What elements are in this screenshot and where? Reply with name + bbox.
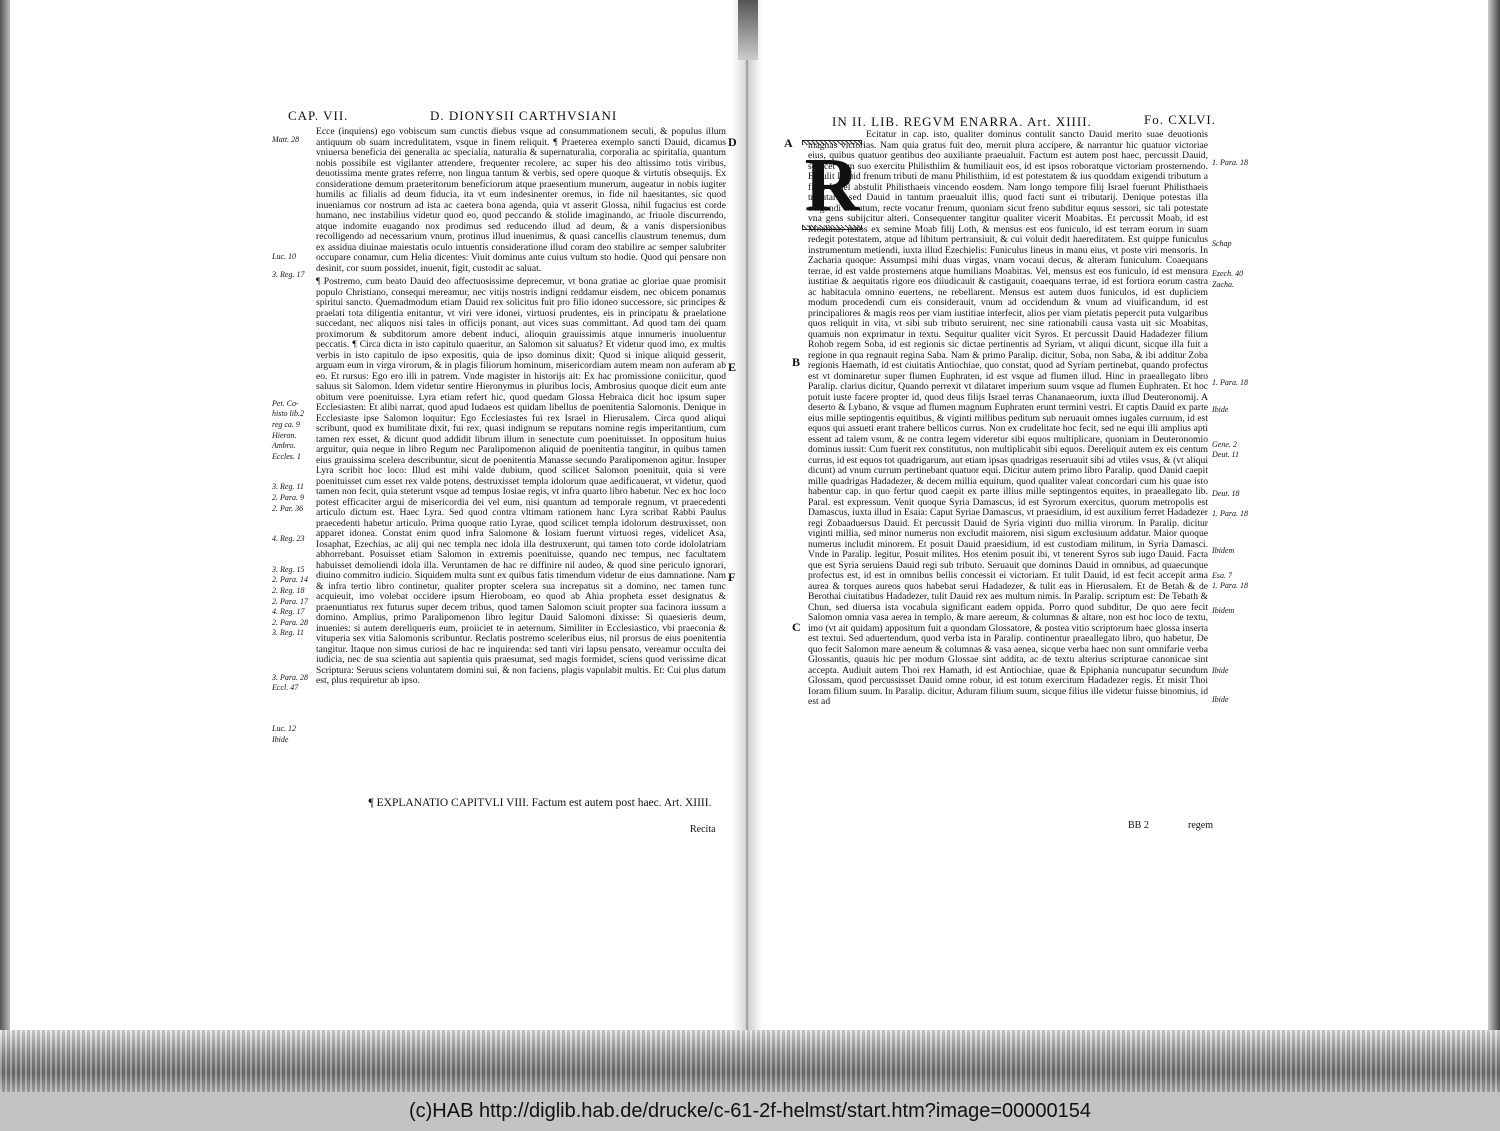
margin-note: Zacha. xyxy=(1212,279,1234,289)
running-title: D. DIONYSII CARTHVSIANI xyxy=(430,108,618,123)
margin-note: Ibidem xyxy=(1212,545,1235,555)
right-body-text xyxy=(808,130,1208,820)
margin-note: 2. Para. 28 xyxy=(272,617,308,627)
margin-note: 2. Para. 17 xyxy=(272,596,308,606)
margin-note: Deut. 11 xyxy=(1212,450,1239,460)
margin-note: Ezech. 40 xyxy=(1212,269,1244,279)
margin-note: 3. Reg. 17 xyxy=(272,270,305,280)
folio-number: Fo. CXLVI. xyxy=(1144,112,1217,127)
margin-note: histo lib.2 xyxy=(272,409,305,419)
margin-note: Eccles. 1 xyxy=(272,451,301,461)
margin-note: Ibidem xyxy=(1212,605,1235,615)
margin-note: Pet. Co- xyxy=(272,398,299,408)
book-gutter xyxy=(732,0,762,1035)
footer-bar xyxy=(0,1092,1500,1131)
margin-note: Ibide xyxy=(1212,666,1229,676)
margin-note: 1. Para. 18 xyxy=(1212,158,1248,167)
margin-note: 3. Reg. 15 xyxy=(272,564,305,574)
signature-mark: BB 2 xyxy=(1128,820,1149,831)
margin-note: Gene. 2 xyxy=(1212,439,1237,449)
margin-note: reg ca. 9 xyxy=(272,419,300,429)
margin-note: Eccl. 47 xyxy=(272,683,299,693)
catchword: Recita xyxy=(690,824,716,835)
section-letter-c: C xyxy=(792,620,801,634)
margin-note: 4. Reg. 23 xyxy=(272,534,305,544)
catchword: regem xyxy=(1188,820,1213,831)
left-body-text xyxy=(316,127,726,792)
margin-note: Esa. 7 xyxy=(1212,570,1232,580)
scan-left-edge xyxy=(0,0,10,1090)
margin-note: Luc. 10 xyxy=(272,251,296,261)
left-margin-notes xyxy=(272,135,322,745)
margin-note: Schap xyxy=(1212,238,1232,248)
footer-copyright-url: (c)HAB http://diglib.hab.de/drucke/c-61-2f-helmst/start.htm?image=00000154 xyxy=(408,1100,1092,1122)
margin-note: Luc. 12 xyxy=(272,724,296,734)
body-paragraph: ¶ Postremo, cum beato Dauid deo affectuosissime deprecemur, vt bona gratiae ac gloriae quae promisit populo Christiano, consequi mereamur, nec vitijs nostris indigni reddamur eisdem, nec obicem ponamus spiritui sancto. Quemadmodum etiam Dauid rex solicitus fuit pro filio idoneo successore, sic principes & praelati tota diligentia enitantur, vt viri vere idonei, virtuosi prudentes, eis in principatu & praelatione succedant, nec aliquos nisi tales in officijs ponant, aut vices suas committant. Ad quod tam dei quam proximorum & subditorum amore debent induci, alioquin grauissimis atque innumeris inuoluentur peccatis. ¶ Circa dicta in isto capitulo quaeritur, an Salomon sit saluatus? Et videtur quod imo, ex multis verbis in isto capitulo de ipso expositis, quia de ipso dominus dixit: Quod si inique aliquid gesserit, arguam eum in virga virorum, & in plagis filiorum hominum, misericordiam autem meam non auferam ab eo. Et rursus: Ego ero illi in patrem. Vnde magister in historijs ait: Ex hac promissione coniicitur, quod saluus sit Salomon. Idem videtur sentire Hieronymus in pluribus locis, Ambrosius quoque dicit eum ante obitum vere poenituisse. Lyra etiam refert hic, quod quedam Glossa Hebraica dicit hoc ipsum super Ecclesiasten: Et alibi narrat, quod apud Iudaeos est quidam libellus de poenitentia Salomonis. Denique in Ecclesiaste ipse Salomon loquitur: Ego Ecclesiastes fui rex Israel in Hierusalem. Circa quod aliqui scribunt, quod ex humilitate dixit, fui rex, quasi indignum se reputans nomine regis imperitantium, cum tamen rex esset, & dicunt quod addidit librum illum in senectute cum poenituisset. In oppositum huius arguitur, quia neque in libro Regum nec Paralipomenon aliquid de poenitentia tangitur, in quibus tamen eius grauissima scelera describuntur, sicut de poenitentia Manasse secundo Paralipomenon agitur. Insuper Lyra scribit hoc loco: Illud est mihi valde dubium, quod scilicet Salomon poenituit, quia si vere poenituisset cum esset rex valde potens, destruxisset templa idolorum quae aedificauerat, vt videtur, quod tamen non fecit, quia steterunt vsque ad tempus Iosiae regis, vt infra quarto libro habetur. Nec ex hoc loco potest efficaciter argui de misericordia dei vel eum, nisi quantum ad temporale regnum, vt praecedenti articulo dictum est. Haec Lyra. Sed quod contra vltimam rationem hanc Lyra scribat Rabbi Paulus praecedenti habetur articulo. Prima quoque ratio Lyrae, quod scilicet templa idolorum destruxisset, non apparet idonea. Constat enim quod infra Salomone & Iosiam fuerunt virtuosi reges, videlicet Asa, Iosaphat, Ezechias, ac alij qui nec templa nec idola illa destruxerunt, qui tamen toto corde idololatriam abhorrebant. Posuisset etiam Salomon in extremis poenituisse, quando nec tempus, nec facultatem habuisset demoliendi idola illa. Veruntamen de hac re diffinire nil audeo, & quod sine periculo ignorari, diuino commitro iudicio. Siquidem multa sunt ex quibus fatis timendum videtur de eius damnatione. Nam & infra tertio libro continetur, qualiter propter scelera sua increpatus sit a domino, nec tamen tunc acquieuit, imo volebat occidere ipsum Hieroboam, eo quod ab Ahia propheta esset designatus & praenuntiatus rex futurus super decem tribus, quod tamen Salomon sciuit propter sua facinora iussum a domino. Amplius, primo Paralipomenon libro legitur Dauid Salomoni dixisse: Si quaesieris deum, inuenies: si autem dereliqueris eum, proiiciet te in aeternum. Similiter in Ecclesiastico, vbi praeconia & vituperia sex vitia Salomonis scribuntur. Reclatis postremo sceleribus eius, nil prorsus de eius poenitentia tangitur. Itaque non simus curiosi de hac re inquirenda: sed tanti viri lapsu pensato, vereamur occulta dei iudicia, nec de sua scientia aut sapientia quis praesumat, sed magis formidet, sciens quod verissime dicat Scriptura: Seruus sciens voluntatem domini sui, & non faciens, plagis vapulabit multis. Et: Cui plus datum est, plus requiretur ab ipso. xyxy=(316,276,726,686)
section-letter-b: B xyxy=(792,355,801,369)
margin-note: 2. Reg. 18 xyxy=(272,585,305,595)
margin-note: Ibide xyxy=(1212,694,1229,704)
scan-right-edge xyxy=(1488,0,1500,1090)
section-letter-a: A xyxy=(784,136,793,150)
margin-note: 3. Reg. 11 xyxy=(272,482,304,492)
margin-note: 2. Para. 14 xyxy=(272,575,308,585)
margin-note: 1. Para. 18 xyxy=(1212,581,1248,591)
margin-note: 3. Reg. 11 xyxy=(272,628,304,638)
body-paragraph: Ecce (inquiens) ego vobiscum sum cunctis diebus vsque ad consummationem seculi, & populus illum antiquum ob suam incredulitatem, vsque in finem reliquit. ¶ Praeterea exemplo sancti Dauid, dicamus vniuersa beneficia dei generalia ac specialia, naturalia & supernaturalia, corporalia ac spiritalia, quantum nobis possibile est vigilanter attendere, frequenter recolere, ac super his deo altissimo totis viribus, deuotissima mente grates referre, non lingua tantum & verbis, sed opere quoque & virtutis obsequijs. Ex consideratione demum praeteritorum beneficiorum atque praesentium munerum, augeatur in nobis iugiter humilis ac filialis ad deum fiducia, ita vt eum indesinenter oremus, in fide nil haesitantes, sic quod inueniamus cor nostrum ad ista ac caetera bona agenda, quia vt asserit Glossa, nihil fugacius est corde humano, nec instabilius videtur quod eo, quod peccando & stolide imaginando, ac friuole discurrendo, atque indomite euagando nox prodimus sed reducendo illud ad deum, & a vanis dispersionibus recolligendo ad necessarium vnum, protinus illud inuenimus, & quasi cancellis claustrum tenemus, dum ex assidua diuinae maiestatis oculo intuentis consideratione illud coram deo stabilire ac semper salubriter occupare conamur, cum Helia dicentes: Viuit dominus ante cuius vultum sto hodie. Quod qui pensare non desinit, cor suum possidet, inuenit, figit, custodit ac saluat. xyxy=(316,127,726,274)
margin-note: Ibide xyxy=(1212,404,1229,414)
margin-note: 3. Para. 28 xyxy=(272,672,308,682)
body-paragraph: Ecitatur in cap. isto, qualiter dominus contulit sancto Dauid merito suae deuotionis magnas victorias. Nam quia gratus fuit deo, meruit plura accipere, & narrantur hic quatuor victoriae eius, quibus quatuor gentibus deo auxiliante praeualuit. Factum est autem post haec, percussit Dauid, scilicet cum suo exercitu Philisthiim & humiliauit eos, id est ipsos roboratque victoriam prosternendo. Et tulit Dauid frenum tributi de manu Philisthiim, id est potestatem & ius quoddam exigendi tributum a filijs Israel abstulit Philisthaeis vincendo eosdem. Nam longo tempore filij Israel fuerunt Philisthaeis tributarij, sed Dauid in tantum praeualuit illis, quod facti sunt ei tributarij. Denique potestas illa exigendi tributum, recte vocatur frenum, quoniam sicut freno subditur equus sessori, sic tali potestate vna gens subijcitur alteri. Consequenter tangitur qualiter vicerit Moabitas. Et percussit Moab, id est Moabitas natos ex semine Moab filij Loth, & mensus est eos funiculo, id est terram eorum in suam redegit potestatem, atque ad libitum pertransiuit, & cui voluit dedit haereditatem. Est quippe funiculus instrumentum metiendi, iuxta illud Ezechielis: Funiculus lineus in manu eius, vt poste viri mensoris. In Zacharia quoque: Assumpsi mihi duas virgas, vnam vocaui decus, & alteram funiculum. Coaequans terrae, id est valde prosternens atque humilians Moabitas. Vel, mensus est eos funiculo, id est mensura iustitiae & aequitatis rigore eos diiudicauit & castigauit, coaequans terrae, id est fortiora eorum castra ac habitacula omnino euertens, ne rebellarent. Mensus est autem duos funiculos, id est dupliciem modum procedendi cum eis considerauit, vnum ad occidendum & vnum ad viuificandum, id est principaliores & magis reos per viam iustitiae interfecit, alios per viam pietatis pepercit puta vulgaribus quos reliquit in vita, vt sibi sub tributo seruirent, nec sine rationabili causa vasta uit sic Moabitas, quamuis non exprimatur in textu. Sequitur qualiter vicit Syros. Et percussit Dauid Hadadezer filium Rohob regem Soba, id est regionis sic dictae pertinentis ad Syriam, vt aliqui dicunt, sicque illa fuit a regione in qua regnauit regina Saba. Nam & primo Paralip. dicitur, Soba, non Saba, & ibi additur Zoba regionis Haemath, id est ciuitatis Antiochiae, quo constat, quod ad Syriam pertinebat, quando profectus est vt dominaretur super flumen Euphraten, id est vsque ad flumen illud. Hinc in praeallegato libro Paralip. clarius dicitur, Quando perrexit vt dilataret imperium suum vsque ad flumen Euphraten. Et hoc potuit iuste facere propter id, quod deus filijs Israel terras Chananaeorum, iuxta illud Deuteronomij. A deserto & Lybano, & vsque ad flumen magnum Euphraten erunt termini vestri. Et captis Dauid ex parte eius mille septingentis equitibus, & viginti millibus peditum sub neruauit omnes iugales curruum, id est equos qui assueti erant trahere bellicos currus. Non ex crudelitate hoc fecit, sed ne equi illi amplius apti essent ad talem vsum, & ne contra legem videretur sibi equos multiplicare, quoniam in Deuteronomio dominus iussit: Cum fuerit rex constitutus, non multiplicabit sibi equos. Dereliquit autem ex eis centum currus, id est equos tot quadrigarum, aut etiam ipsas quadrigas reseruauit sibi ad vtiles vsus, & (vt aliqui dicunt) ad vnum currum pertinebant quatuor equi. Dicitur autem primo libro Paralip. quod Dauid caepit mille quadrigas Hadadezer, & decem millia equitum, quod qualiter valeat concordari cum his quae isto habentur cap. in quo fertur quod caepit ex parte illius mille septingentos equites, in praeallegato lib. Paral. est expressum. Venit quoque Syria Damascus, id est Syrorum exercitus, quorum metropolis est Damascus, iuxta illud in Esaia: Caput Syriae Damascus, vt praesidium, id est auxilium ferret Hadadezer regi Zobaaduersus Dauid. Et percussit Dauid de Syria viginti duo millia virorum. In Paralip. dicitur viginti millia, sed minor numerus non excludit maiorem, nisi sigum exclusiuum addatur. Maior quoque numerus includit minorem. Et posuit Dauid praesidium, id est custodiam militum, in Syria Damasci. Vnde in Paralip. legitur, Posuit milites. Hos etenim posuit ibi, vt tenerent Syros sub iugo Dauid. Facta que est Syria seruiens Dauid regi sub tributo. Seruauit que dominus Dauid in omnibus, ad quaecunque profectus est, id est in omnibus bellis concessit ei victoriam. Et tulit Dauid, id est fecit accepit arma aurea & torques aureos quos habebat serui Hadadezer, & tulit eas in Hierusalem. Et de Betah & de Berothai ciuitatibus Hadadezer, tulit Dauid rex aes multum nimis. In Paralip. scriptum est: De Tebath & Chun, sed diuersa ista vocabula significant eadem oppida. Porro quod subditur, De quo aere fecit Salomon omnia vasa aerea in templo, & mare aereum, & columnas & altare, non est hoc loco de textu, imo (vt ait quidam) appositum fuit a quondam Glossatore, & postea vitio scriptorum haec glossa inserta est textui. Sed aduertendum, quod verba ista in Paralip. continentur praeallegato libro, quo habetur, De quo fecit Salomon mare aeneum & columnas & vasa aenea, sicque verba haec non sunt omnifarie verba Glossantis, quauis hic per modum Glossae sint addita, ac de textu alterius scripturae canonicae sint accepta. Audiuit autem Thoi rex Hamath, id est Antiochiae, quae & Epiphania nuncupatur secundum Glossam, quod percussisset Dauid omne robur, id est totum exercitum Hadadezer regis. Et misit Thoi Ioram filium suum. In Paralip. dicitur, Aduram filium suum, sicque filius ille videtur fuisse binomius, id est ad xyxy=(808,130,1208,707)
margin-note: Ibide xyxy=(272,734,289,744)
scan-bottom-band xyxy=(0,1030,1500,1092)
margin-note: 2. Par. 36 xyxy=(272,503,304,513)
left-page xyxy=(10,0,737,1030)
margin-note: 4. Reg. 17 xyxy=(272,607,305,617)
margin-note: Hieron. xyxy=(272,430,297,440)
gutter-shadow xyxy=(738,0,758,60)
margin-note: 1. Para. 18 xyxy=(1212,378,1248,388)
section-letter-f: F xyxy=(728,570,736,584)
initial-letter: R xyxy=(801,145,864,225)
right-margin-notes xyxy=(1212,158,1272,706)
margin-note: 1. Para. 18 xyxy=(1212,509,1248,519)
margin-note: Matt. 28 xyxy=(272,135,300,144)
explanation-heading: ¶ EXPLANATIO CAPITVLI VIII. Factum est autem post haec. Art. XIIII. xyxy=(368,797,712,809)
section-letter-d: D xyxy=(728,135,737,149)
margin-note: Deut. 18 xyxy=(1212,488,1240,498)
section-letter-e: E xyxy=(728,360,737,374)
running-title: IN II. LIB. REGVM ENARRA. Art. XIIII. xyxy=(832,114,1092,129)
margin-note: Ambro. xyxy=(272,441,296,451)
chapter-label: CAP. VII. xyxy=(288,108,349,123)
margin-note: 2. Para. 9 xyxy=(272,492,304,502)
right-page xyxy=(762,0,1488,1030)
